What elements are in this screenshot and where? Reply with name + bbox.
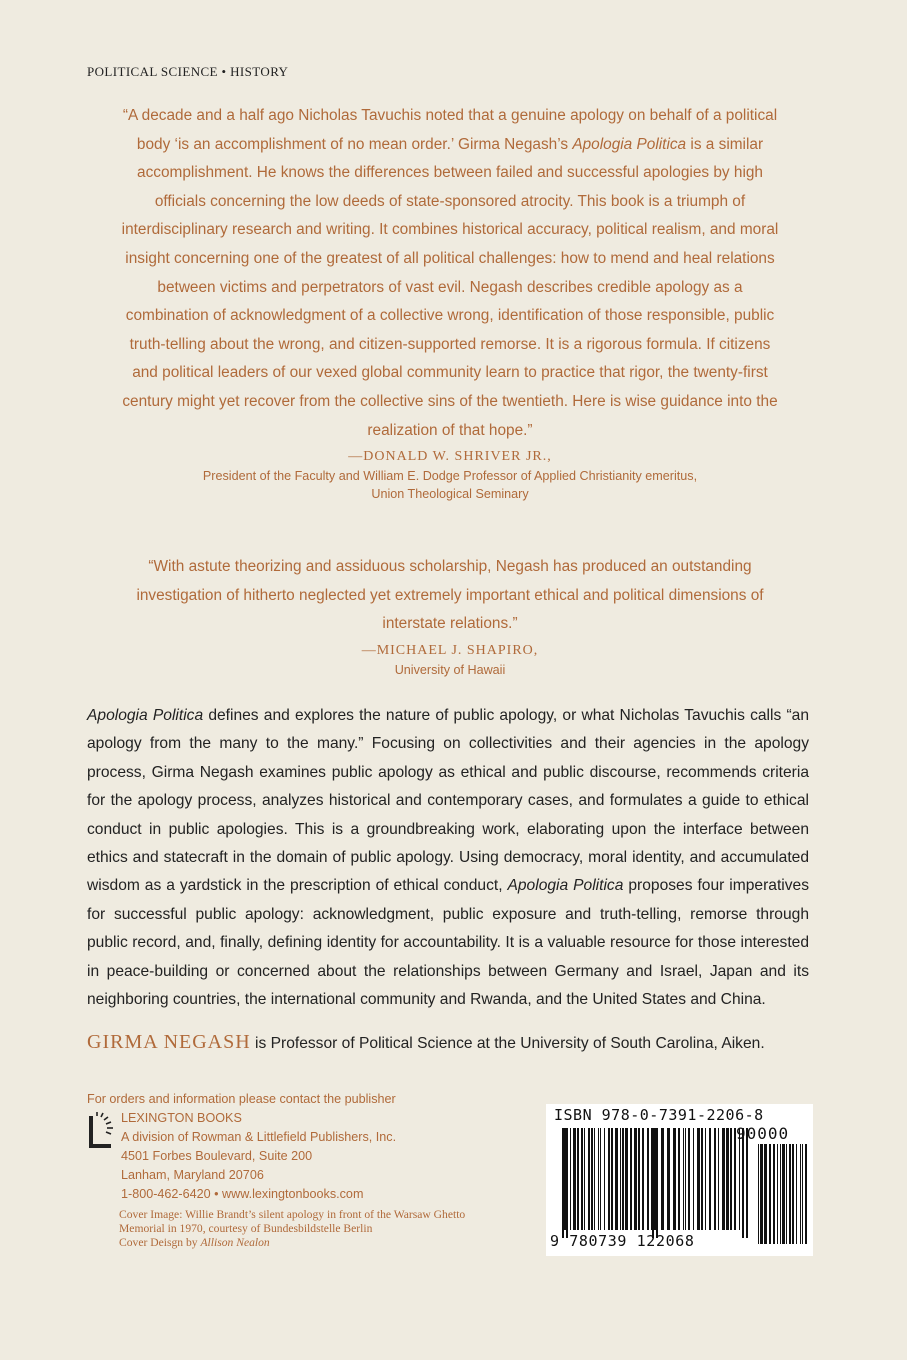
barcode-bar <box>780 1144 781 1244</box>
book-title: Apologia Politica <box>87 707 204 724</box>
author-name: GIRMA NEGASH <box>87 1031 251 1053</box>
barcode-guard-bar <box>652 1128 654 1238</box>
barcode-bar <box>769 1144 771 1244</box>
barcode-bar <box>739 1128 740 1230</box>
barcode-bar <box>722 1128 725 1230</box>
publisher-logo-icon <box>87 1112 119 1152</box>
publisher-division: A division of Rowman & Littlefield Publishers, Inc. <box>121 1130 397 1144</box>
barcode-bar <box>796 1144 797 1244</box>
barcode-bar <box>615 1128 618 1230</box>
praise-author-affiliation: University of Hawaii <box>394 662 506 677</box>
barcode-bar <box>604 1128 605 1230</box>
book-title: Apologia Politica <box>572 135 687 153</box>
cover-image-credit: Memorial in 1970, courtesy of Bundesbildstelle Berlin <box>119 1222 373 1235</box>
barcode-bar <box>773 1144 775 1244</box>
barcode-bar <box>638 1128 640 1230</box>
barcode-bar <box>577 1128 579 1230</box>
publisher-address-1: 4501 Forbes Boulevard, Suite 200 <box>121 1149 313 1163</box>
barcode-bar <box>777 1144 778 1244</box>
barcode-bar <box>673 1128 676 1230</box>
barcode-bar <box>678 1128 680 1230</box>
barcode-bar <box>764 1144 767 1244</box>
barcode-bar <box>730 1128 732 1230</box>
publisher-name: LEXINGTON BOOKS <box>121 1111 242 1125</box>
praise-block-1 <box>120 102 780 503</box>
barcode-bar <box>760 1144 763 1244</box>
barcode-bar <box>634 1128 637 1230</box>
barcode-bar <box>667 1128 670 1230</box>
barcode-bar <box>701 1128 703 1230</box>
barcode-bar <box>800 1144 801 1244</box>
praise-author-affiliation: Union Theological Seminary <box>371 487 529 502</box>
ean-digits: 9 780739 122068 <box>550 1232 695 1250</box>
barcode-bar <box>570 1128 571 1230</box>
praise-author-name: —MICHAEL J. SHAPIRO, <box>361 642 539 658</box>
barcode-bar <box>661 1128 664 1230</box>
book-title: Apologia Politica <box>507 877 624 895</box>
barcode-bar <box>782 1144 785 1244</box>
quote-text: “A decade and a half ago Nicholas Tavuchis noted that a genuine apology on behalf of a political body ‘is an accomplishment of no mean order.’ Girma Negash’s <box>122 107 778 153</box>
barcode-bar <box>705 1128 706 1230</box>
barcode-bar <box>693 1128 694 1230</box>
barcode-bar <box>792 1144 794 1244</box>
praise-author-affiliation: President of the Faculty and William E. Dodge Professor of Applied Christianity emeritus, <box>202 469 698 484</box>
barcode-bar <box>758 1144 759 1244</box>
designer-name: Allison Nealon <box>200 1236 270 1249</box>
barcode-bar <box>600 1128 601 1230</box>
barcode-bar <box>685 1128 686 1230</box>
barcode-bar <box>584 1128 585 1230</box>
barcode-bar <box>714 1128 716 1230</box>
cover-image-credit: Cover Image: Willie Brandt’s silent apology in front of the Warsaw Ghetto <box>119 1208 466 1221</box>
publisher-address-2: Lanham, Maryland 20706 <box>121 1168 264 1182</box>
description-text: defines and explores the nature of public apology, or what Nicholas Tavuchis calls “an apology from the many to the many.” Focusing on collectivities and their agencies in the apology process, Girma Negash examines public apology as ethical and public discourse, recommends criteria for the apology process, analyzes historical and contemporary cases, and formulates a guide to ethical conduct in public apologies. This is a groundbreaking work, elaborating upon the interface between ethics and statecraft in the domain of public apology. Using democracy, moral identity, and accumulated wisdom as a yardstick in the prescription of ethical conduct, <box>87 707 809 895</box>
barcode-bar <box>598 1128 599 1230</box>
barcode-bar <box>789 1144 791 1244</box>
barcode-bar <box>651 1128 652 1230</box>
cover-design-credit: Cover Deisgn by Allison Nealon <box>119 1236 270 1249</box>
description-text: proposes four imperatives for successful public apology: acknowledgment, public exposure and truth-telling, remorse through public record, and, finally, defining identity for accountability. It is a valuable resource for those interested in peace-building or concerned about the relationships between Germany and Israel, Japan and its neighboring countries, the international community and Rwanda, and the United States and China. <box>87 877 810 1009</box>
book-description <box>87 702 809 1014</box>
barcode-bar <box>625 1128 628 1230</box>
barcode-bar <box>786 1144 787 1244</box>
praise-quote-2: “With astute theorizing and assiduous scholarship, Negash has produced an outstanding investigation of hitherto neglected yet extremely important ethical and political dimensions of interstate relations.” <box>136 558 764 633</box>
barcode-guard-bar <box>562 1128 564 1238</box>
quote-text: is a similar accomplishment. He knows the differences between failed and successful apologies by high officials concerning the low deeds of state-sponsored atrocity. This book is a triumph of interdisciplinary research and writing. It combines historical accuracy, political realism, and moral insight concerning one of the greatest of all political challenges: how to mend and heal relations between victims and perpetrators of vast evil. Negash describes credible apology as a combination of acknowledgment of a collective wrong, identification of those responsible, public truth-telling about the wrong, and citizen-supported remorse. It is a rigorous formula. If citizens and political leaders of our vexed global community learn to practice that rigor, the twenty-first century might yet recover from the collective sins of the twentieth. Here is wise guidance into the realization of that hope.” <box>121 135 779 439</box>
isbn-text: ISBN 978-0-7391-2206-8 <box>554 1106 764 1124</box>
publisher-phone-web: 1-800-462-6420 • www.lexingtonbooks.com <box>121 1187 364 1201</box>
barcode-bar <box>805 1144 807 1244</box>
barcode-guard-bar <box>746 1128 748 1238</box>
barcode-guard-bar <box>742 1128 744 1238</box>
barcode-bar <box>683 1128 684 1230</box>
author-bio <box>87 1031 827 1054</box>
publisher-contact <box>87 1090 527 1250</box>
barcode-bar <box>608 1128 610 1230</box>
barcode-bar <box>802 1144 803 1244</box>
barcode-guard-bar <box>566 1128 568 1238</box>
barcode-bar <box>688 1128 690 1230</box>
barcode-bar <box>709 1128 711 1230</box>
praise-quote-1 <box>120 102 780 445</box>
cover-credits <box>119 1208 527 1250</box>
praise-block-2 <box>120 553 780 679</box>
barcode-bar <box>591 1128 593 1230</box>
barcode-bar <box>588 1128 590 1230</box>
barcode-bar <box>647 1128 649 1230</box>
barcode-bar <box>642 1128 644 1230</box>
barcode-bar <box>726 1128 729 1230</box>
isbn-barcode <box>546 1104 813 1256</box>
praise-author-name: —DONALD W. SHRIVER JR., <box>348 449 552 465</box>
price-code: 90000 <box>736 1124 790 1143</box>
barcode-guard-bar <box>656 1128 658 1238</box>
barcode-bar <box>611 1128 613 1230</box>
barcode-bar <box>734 1128 736 1230</box>
barcode-bar <box>573 1128 576 1230</box>
barcode-bar <box>630 1128 632 1230</box>
barcode-bar <box>581 1128 583 1230</box>
barcode-bar <box>620 1128 621 1230</box>
contact-intro: For orders and information please contact the publisher <box>87 1092 396 1106</box>
category-label: POLITICAL SCIENCE • HISTORY <box>87 64 289 79</box>
barcode-bar <box>718 1128 719 1230</box>
barcode-bar <box>697 1128 700 1230</box>
barcode-bar <box>594 1128 595 1230</box>
barcode-bar <box>622 1128 624 1230</box>
author-bio-text: is Professor of Political Science at the University of South Carolina, Aiken. <box>250 1035 765 1052</box>
